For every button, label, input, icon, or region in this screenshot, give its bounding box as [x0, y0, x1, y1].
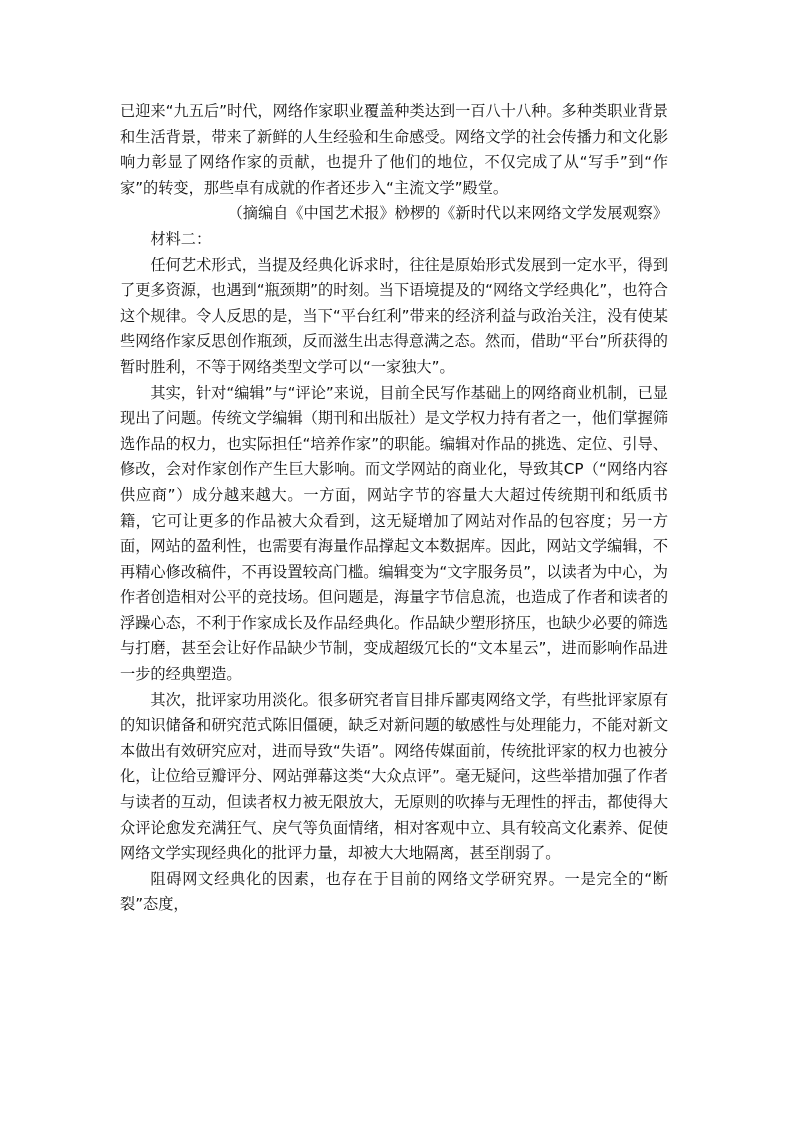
- paragraph: 任何艺术形式，当提及经典化诉求时，往往是原始形式发展到一定水平，得到了更多资源，也遇到“瓶颈期”的时刻。当下语境提及的“网络文学经典化”，也符合这个规律。令人反思的是，当下“平台红利”带来的经济利益与政治关注，没有使某些网络作家反思创作瓶颈，反而滋生出志得意满之态。然而，借助“平台”所获得的暂时胜利，不等于网络类型文学可以“一家独大”。: [120, 255, 668, 376]
- continued-paragraph: 已迎来“九五后”时代，网络作家职业覆盖种类达到一百八十八种。多种类职业背景和生活背景，带来了新鲜的人生经验和生命感受。网络文学的社会传播力和文化影响力彰显了网络作家的贡献，也提升了他们的地位，不仅完成了从“写手”到“作家”的转变，那些卓有成就的作者还步入“主流文学”殿堂。: [120, 102, 668, 197]
- paragraph: 阻碍网文经典化的因素，也存在于目前的网络文学研究界。一是完全的“断裂”态度，: [120, 869, 668, 914]
- material-two-heading: 材料二：: [150, 229, 212, 248]
- paragraph: 其实，针对“编辑”与“评论”来说，目前全民写作基础上的网络商业机制，已显现出了问题。传统文学编辑（期刊和出版社）是文学权力持有者之一，他们掌握筛选作品的权力，也实际担任“培养作家”的职能。编辑对作品的挑选、定位、引导、修改，会对作家创作产生巨大影响。而文学网站的商业化，导致其CP（“网络内容供应商”）成分越来越大。一方面，网站字节的容量大大超过传统期刊和纸质书籍，它可让更多的作品被大众看到，这无疑增加了网站对作品的包容度；另一方面，网站的盈利性，也需要有海量作品撑起文本数据库。因此，网站文学编辑，不再精心修改稿件，不再设置较高门槛。编辑变为“文字服务员”，以读者为中心，为作者创造相对公平的竞技场。但问题是，海量字节信息流，也造成了作者和读者的浮躁心态，不利于作家成长及作品经典化。作品缺少塑形挤压，也缺少必要的筛选与打磨，甚至会让好作品缺少节制，变成超级冗长的“文本星云”，进而影响作品进一步的经典塑造。: [120, 383, 668, 684]
- source-citation: （摘编自《中国艺术报》桫椤的《新时代以来网络文学发展观察》: [227, 204, 668, 223]
- paragraph: 其次，批评家功用淡化。很多研究者盲目排斥鄙夷网络文学，有些批评家原有的知识储备和研究范式陈旧僵硬，缺乏对新问题的敏感性与处理能力，不能对新文本做出有效研究应对，进而导致“失语”。网络传媒面前，传统批评家的权力也被分化，让位给豆瓣评分、网站弹幕这类“大众点评”。毫无疑问，这些举措加强了作者与读者的互动，但读者权力被无限放大，无原则的吹捧与无理性的抨击，都使得大众评论愈发充满狂气、戾气等负面情绪，相对客观中立、具有较高文化素养、促使网络文学实现经典化的批评力量，却被大大地隔离，甚至削弱了。: [120, 690, 668, 863]
- document-body: [120, 99, 668, 918]
